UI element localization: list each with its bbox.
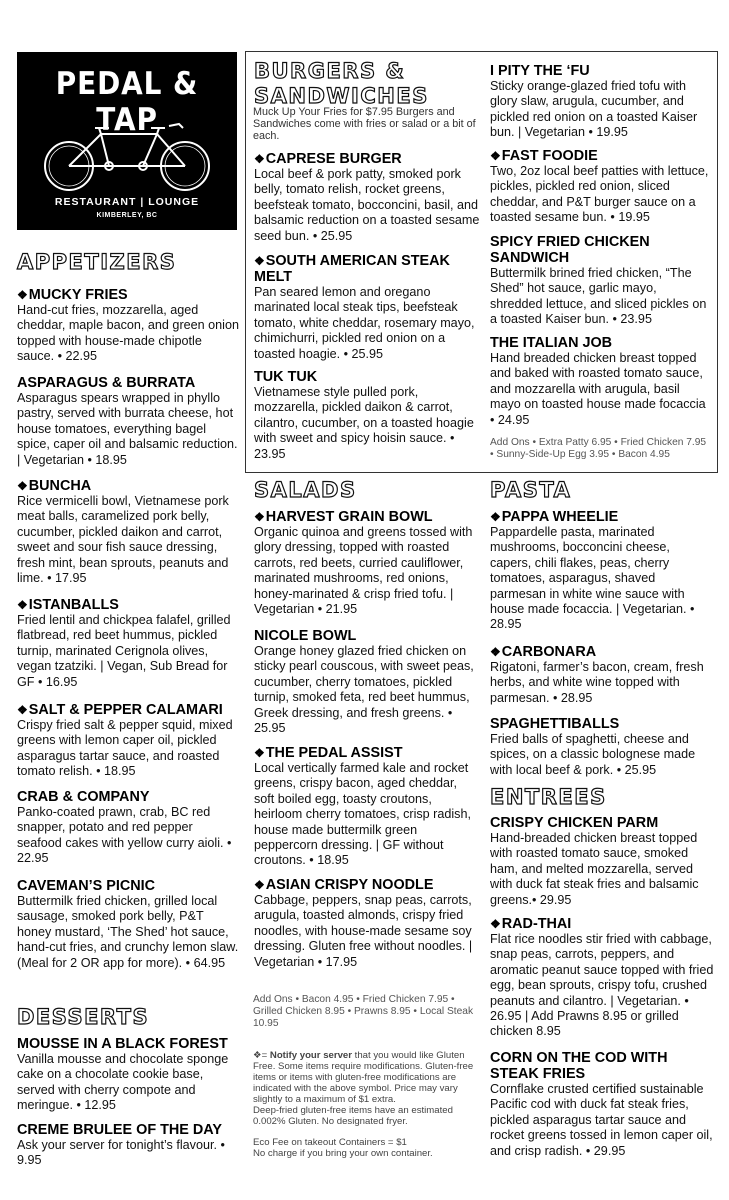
menu-item-description: Sticky orange-glazed fried tofu with glory slaw, arugula, cucumber, and pickled red onion on a toasted Kaiser bun. | Vegetarian • 19.95 xyxy=(490,79,698,140)
menu-item-name xyxy=(17,1036,239,1052)
menu-item-description: Cabbage, peppers, snap peas, carrots, arugula, toasted almonds, crispy fried noodles, with house-made sesame soy dressing. Gluten free without noodles. | Vegetarian • 17.95 xyxy=(254,893,473,969)
menu-item-description: Fried balls of spaghetti, cheese and spices, on a classic bolognese made with local beef & pork. • 25.95 xyxy=(490,732,696,777)
menu-item-name xyxy=(490,335,712,351)
menu-item xyxy=(490,63,712,141)
burgers-heading-2: SANDWICHES xyxy=(254,84,429,108)
notice-text-2: Deep-fried gluten-free items have an estimated 0.002% Gluten. No designated fryer. xyxy=(253,1105,453,1127)
menu-item-name-text: CRAB & COMPANY xyxy=(17,789,150,805)
menu-item-name xyxy=(490,716,712,732)
menu-item-name xyxy=(17,287,239,303)
menu-item-description: Vanilla mousse and chocolate sponge cake on a chocolate cookie base, served with cherry compote and meringue. • 12.95 xyxy=(17,1052,229,1113)
gluten-free-icon: ❖ xyxy=(490,510,501,524)
menu-item-name xyxy=(254,369,480,385)
menu-item-description: Buttermilk brined fried chicken, “The Shed” hot sauce, garlic mayo, shredded lettuce, and sliced pickles on a toasted Kaiser bun. • 23.95 xyxy=(490,266,707,327)
menu-item xyxy=(254,509,476,617)
menu-item-name-text: MUCKY FRIES xyxy=(28,287,128,303)
gluten-free-icon: ❖ xyxy=(254,746,265,760)
menu-item-name-text: CREME BRULEE OF THE DAY xyxy=(17,1122,222,1138)
menu-item-name-text: MOUSSE IN A BLACK FOREST xyxy=(17,1036,228,1052)
menu-item xyxy=(490,916,716,1040)
menu-item-name-text: ASPARAGUS & BURRATA xyxy=(17,375,196,391)
menu-item xyxy=(490,148,712,226)
menu-item-name xyxy=(490,509,712,525)
menu-item-name-text: CORN ON THE COD WITH STEAK FRIES xyxy=(490,1050,668,1082)
desserts-heading: DESSERTS xyxy=(17,1005,150,1029)
menu-item-name xyxy=(17,1122,239,1138)
menu-item-name-text: NICOLE BOWL xyxy=(254,628,357,644)
menu-item-name-text: TUK TUK xyxy=(254,369,318,385)
gluten-free-icon: ❖ xyxy=(17,703,28,717)
menu-item xyxy=(17,478,239,586)
menu-item-name-text: CAPRESE BURGER xyxy=(265,151,402,167)
menu-item-name-text: CAVEMAN’S PICNIC xyxy=(17,878,156,894)
menu-item xyxy=(254,877,476,970)
menu-item xyxy=(254,151,480,244)
menu-item-name xyxy=(490,63,712,79)
menu-item-name-text: CARBONARA xyxy=(501,644,597,660)
menu-item-name-text: FAST FOODIE xyxy=(501,148,598,164)
menu-item xyxy=(490,716,712,778)
gluten-free-icon: ❖ xyxy=(17,479,28,493)
menu-item-name xyxy=(17,597,239,613)
menu-item-description: Orange honey glazed fried chicken on sticky pearl couscous, with sweet peas, cucumber, cherry tomatoes, pickled turnip, smoked feta, red beet hummus, Greek dressing, and fresh greens. • 25.95 xyxy=(254,644,474,736)
menu-item-description: Hand-cut fries, mozzarella, aged cheddar, maple bacon, and green onion topped with house-made chipotle sauce. • 22.95 xyxy=(17,303,239,364)
menu-item-name-text: BUNCHA xyxy=(28,478,92,494)
menu-item xyxy=(254,628,476,736)
menu-item-name-text: I PITY THE ‘FU xyxy=(490,63,590,79)
gluten-free-icon: ❖ xyxy=(17,598,28,612)
menu-item-name xyxy=(490,148,712,164)
gluten-free-icon: ❖ xyxy=(17,288,28,302)
menu-item-description: Pappardelle pasta, marinated mushrooms, bocconcini cheese, capers, chili flakes, peas, cherry tomatoes, asparagus, shaved parmesan in white wine sauce with house made focaccia. | Vegetarian. • 28.95 xyxy=(490,525,695,632)
menu-item xyxy=(17,789,239,867)
notice-text-3: Eco Fee on takeout Containers = $1 xyxy=(253,1137,407,1148)
menu-item-name-text: SPAGHETTIBALLS xyxy=(490,716,620,732)
menu-item-description: Asparagus spears wrapped in phyllo pastry, served with burrata cheese, hot house tomatoes, everything bagel spice, caper oil and balsamic reduction. | Vegetarian • 18.95 xyxy=(17,391,238,467)
menu-item-name-text: CRISPY CHICKEN PARM xyxy=(490,815,659,831)
menu-item-description: Rigatoni, farmer’s bacon, cream, fresh herbs, and white wine topped with parmesan. • 28.95 xyxy=(490,660,704,705)
pasta-heading: PASTA xyxy=(490,478,572,502)
menu-item-name-text: HARVEST GRAIN BOWL xyxy=(265,509,433,525)
menu-item xyxy=(490,234,712,328)
menu-item xyxy=(490,335,712,428)
menu-item-name xyxy=(254,151,480,167)
notice-text-4: No charge if you bring your own container. xyxy=(253,1148,433,1159)
menu-item xyxy=(17,702,239,780)
menu-item-description: Flat rice noodles stir fried with cabbage, snap peas, carrots, peppers, and aromatic peanut sauce topped with fried egg, bean sprouts, crispy tofu, crushed peanuts and cilantro. | Vegetarian. • 26.95 | Add Prawns 8.95 or grilled chicken 8.95 xyxy=(490,932,714,1039)
menu-item-description: Local vertically farmed kale and rocket greens, crispy bacon, aged cheddar, soft boiled egg, toasty croutons, heirloom cherry tomatoes, crisp radish, house made buttermilk green peppercorn dressing. | GF without croutons. • 18.95 xyxy=(254,761,471,868)
burgers-addons: Add Ons • Extra Patty 6.95 • Fried Chicken 7.95 • Sunny-Side-Up Egg 3.95 • Bacon 4.95 xyxy=(490,437,707,460)
menu-item-name xyxy=(490,815,716,831)
menu-item xyxy=(17,375,239,468)
menu-item-name xyxy=(17,375,239,391)
menu-item-name-text: RAD-THAI xyxy=(501,916,572,932)
menu-item-name-text: THE PEDAL ASSIST xyxy=(265,745,403,761)
menu-item-name xyxy=(17,789,239,805)
entrees-heading: ENTREES xyxy=(490,785,607,809)
menu-item xyxy=(17,878,239,971)
gf-diamond-icon: ❖ xyxy=(253,1050,262,1061)
gluten-free-icon: ❖ xyxy=(254,254,265,268)
menu-item-description: Hand breaded chicken breast topped and baked with roasted tomato sauce, and mozzarella with arugula, basil mayo on toasted house made focaccia • 24.95 xyxy=(490,351,706,427)
gluten-free-icon: ❖ xyxy=(490,917,501,931)
menu-item-description: Organic quinoa and greens tossed with glory dressing, topped with roasted carrots, red beets, curried cauliflower, marinated mushrooms, red onions, honey-marinated & crisp fried tofu. | Vegetarian • 21.95 xyxy=(254,525,473,617)
menu-item-description: Panko-coated prawn, crab, BC red snapper, potato and red pepper seafood cakes with yellow curry aioli. • 22.95 xyxy=(17,805,232,866)
gluten-free-icon: ❖ xyxy=(490,149,501,163)
menu-item xyxy=(490,815,716,908)
burgers-note-text: Muck Up Your Fries for $7.95 Burgers and Sandwiches come with fries or salad or a bit of each. xyxy=(253,106,476,142)
menu-item-name-text: SALT & PEPPER CALAMARI xyxy=(28,702,223,718)
menu-item-description: Fried lentil and chickpea falafel, grilled flatbread, red beet hummus, pickled turnip, marinated Cerignola olives, vegan tzatziki. | Vegan, Sub Bread for GF • 16.95 xyxy=(17,613,231,689)
menu-item-name xyxy=(490,1050,716,1082)
menu-item-description: Ask your server for tonight’s flavour. • 9.95 xyxy=(17,1138,225,1168)
notice-body: = Notify your server that you would like Gluten Free. Some items require modifications. Gluten-free items or items with gluten-free modifications are indicated with the above symbol. Price may vary slightly to a maximum of $1 extra. xyxy=(253,1050,474,1105)
menu-item-name xyxy=(254,877,476,893)
menu-item-name xyxy=(490,916,716,932)
menu-item xyxy=(254,369,480,462)
menu-item-name xyxy=(254,253,480,285)
burgers-note xyxy=(253,106,479,142)
menu-item xyxy=(17,1122,239,1169)
salads-addons: Add Ons • Bacon 4.95 • Fried Chicken 7.95 • Grilled Chicken 8.95 • Prawns 8.95 • Local Steak 10.95 xyxy=(253,994,474,1029)
menu-item-name-text: SOUTH AMERICAN STEAK MELT xyxy=(254,253,450,285)
menu-item-description: Hand-breaded chicken breast topped with roasted tomato sauce, smoked ham, and melted mozzarella, served with duck fat steak fries and balsamic greens.• 29.95 xyxy=(490,831,699,907)
logo-subtitle: RESTAURANT | LOUNGE xyxy=(54,196,200,208)
menu-item-name xyxy=(254,628,476,644)
menu-item-name-text: PAPPA WHEELIE xyxy=(501,509,619,525)
menu-item-description: Vietnamese style pulled pork, mozzarella, pickled daikon & carrot, cilantro, cucumber, on a toasted hoagie with sweet and spicy hoisin sauce. • 23.95 xyxy=(254,385,474,461)
burgers-heading: BURGERS & xyxy=(254,59,406,83)
menu-item-description: Pan seared lemon and oregano marinated local steak tips, beefsteak tomato, white cheddar, rosemary mayo, chimichurri, pickled red onion on a toasted hoagie. • 25.95 xyxy=(254,285,475,361)
menu-item-name-text: THE ITALIAN JOB xyxy=(490,335,613,351)
logo-title: PEDAL & TAP xyxy=(55,66,199,138)
menu-item-name xyxy=(490,234,712,266)
menu-item xyxy=(254,253,480,362)
menu-item-name-text: SPICY FRIED CHICKEN SANDWICH xyxy=(490,234,650,266)
menu-item-name xyxy=(254,745,476,761)
menu-item-description: Crispy fried salt & pepper squid, mixed greens with lemon caper oil, pickled asparagus tartar sauce, and roasted tomato relish. • 18.95 xyxy=(17,718,233,779)
gluten-free-icon: ❖ xyxy=(254,510,265,524)
menu-item-name xyxy=(17,702,239,718)
appetizers-heading: APPETIZERS xyxy=(17,250,177,274)
menu-item-description: Cornflake crusted certified sustainable Pacific cod with duck fat steak fries, pickled asparagus tartar sauce and rocket greens tossed in lemon caper oil, and crisp radish. • 29.95 xyxy=(490,1082,713,1158)
salads-heading: SALADS xyxy=(254,478,357,502)
gluten-free-icon: ❖ xyxy=(254,152,265,166)
gluten-free-icon: ❖ xyxy=(254,878,265,892)
notice-text-1 xyxy=(253,1050,478,1105)
gluten-free-icon: ❖ xyxy=(490,645,501,659)
menu-item-description: Two, 2oz local beef patties with lettuce, pickles, pickled red onion, sliced cheddar, and P&T burger sauce on a toasted sesame bun. • 19.95 xyxy=(490,164,709,225)
menu-item-name xyxy=(17,878,239,894)
menu-item-description: Local beef & pork patty, smoked pork belly, tomato relish, rocket greens, beefsteak tomato, bocconcini, basil, and balsamic reduction on a toasted sesame seed bun. • 25.95 xyxy=(254,167,480,243)
menu-item-description: Buttermilk fried chicken, grilled local sausage, smoked pork belly, P&T honey mustard, ‘The Shed’ hot sauce, hand-cut fries, and crunchy lemon slaw. (Meal for 2 OR app for more). • 64.95 xyxy=(17,894,239,970)
menu-item xyxy=(17,597,239,690)
logo-location: KIMBERLEY, BC xyxy=(96,212,158,219)
menu-item-name-text: ISTANBALLS xyxy=(28,597,119,613)
gluten-free-notice xyxy=(253,1050,478,1159)
menu-item xyxy=(17,287,239,365)
menu-item-description: Rice vermicelli bowl, Vietnamese pork meat balls, caramelized pork belly, cucumber, pickled daikon and carrot, sweet and sour fish sauce dressing, fresh mint, bean sprouts, peanuts and lime. • 17.95 xyxy=(17,494,229,586)
menu-item xyxy=(490,644,712,706)
menu-item-name xyxy=(254,509,476,525)
tandem-bicycle-icon xyxy=(39,120,215,194)
menu-item-name-text: ASIAN CRISPY NOODLE xyxy=(265,877,434,893)
menu-item xyxy=(254,745,476,869)
menu-item xyxy=(17,1036,239,1114)
menu-item-name xyxy=(17,478,239,494)
menu-item-name xyxy=(490,644,712,660)
menu-item xyxy=(490,1050,716,1159)
menu-item xyxy=(490,509,712,633)
restaurant-logo xyxy=(17,52,237,230)
